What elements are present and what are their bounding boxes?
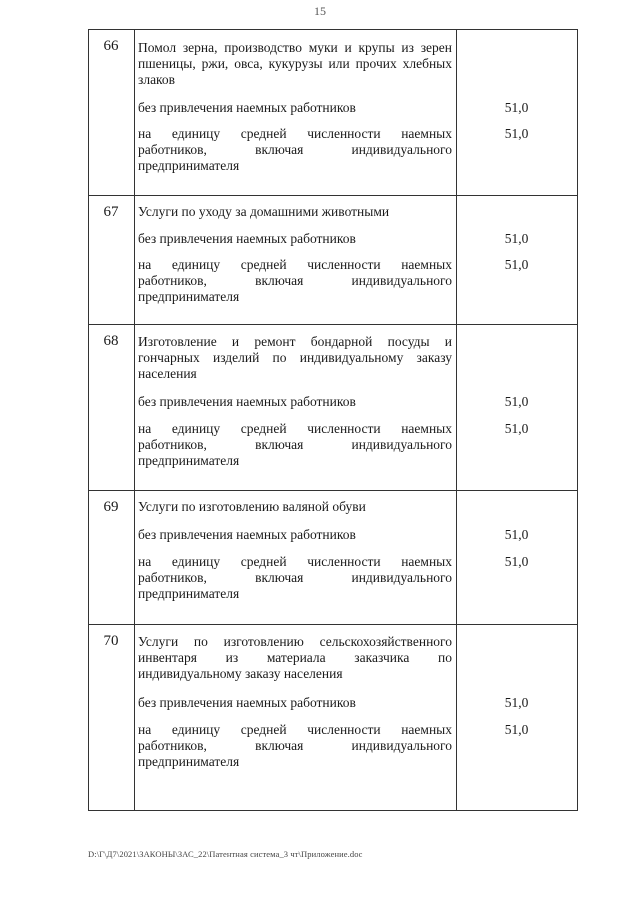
table-row-70 — [89, 625, 577, 809]
value-without-employees: 51,0 — [504, 527, 529, 542]
line-per-employee: на единицу средней численности наемных работников, включая индивидуального предпринимателя — [138, 421, 452, 468]
line-without-employees: без привлечения наемных работников — [138, 527, 356, 542]
value-per-employee: 51,0 — [504, 421, 529, 436]
value-without-employees: 51,0 — [504, 695, 529, 710]
row-number: 70 — [103, 633, 119, 649]
row-number: 67 — [103, 204, 119, 220]
line-per-employee: на единицу средней численности наемных работников, включая индивидуального предпринимателя — [138, 126, 452, 173]
tariff-table — [88, 29, 578, 811]
row-number: 68 — [103, 333, 119, 349]
row-number: 66 — [103, 38, 119, 54]
table-row-68 — [89, 325, 577, 490]
line-per-employee: на единицу средней численности наемных работников, включая индивидуального предпринимателя — [138, 554, 452, 601]
line-without-employees: без привлечения наемных работников — [138, 695, 356, 710]
line-without-employees: без привлечения наемных работников — [138, 394, 356, 409]
value-per-employee: 51,0 — [504, 554, 529, 569]
line-without-employees: без привлечения наемных работников — [138, 100, 356, 115]
footer-file-path: D:\Г\Д7\2021\ЗАКОНЫ\ЗАС_22\Патентная система_3 чт\Приложение.doc — [88, 849, 363, 859]
line-per-employee: на единицу средней численности наемных работников, включая индивидуального предпринимателя — [138, 257, 452, 304]
activity-title: Услуги по изготовлению валяной обуви — [138, 499, 366, 514]
activity-title: Изготовление и ремонт бондарной посуды и гончарных изделий по индивидуальному заказу населения — [138, 334, 452, 381]
activity-title: Услуги по изготовлению сельскохозяйственного инвентаря из материала заказчика по индивидуальному заказу населения — [138, 634, 452, 681]
value-per-employee: 51,0 — [504, 257, 529, 272]
value-per-employee: 51,0 — [504, 722, 529, 737]
activity-title: Помол зерна, производство муки и крупы из зерен пшеницы, ржи, овса, кукурузы или прочих хлебных злаков — [138, 40, 452, 87]
line-per-employee: на единицу средней численности наемных работников, включая индивидуального предпринимателя — [138, 722, 452, 769]
table-row-67 — [89, 196, 577, 324]
table-row-69 — [89, 491, 577, 624]
activity-title: Услуги по уходу за домашними животными — [138, 204, 390, 219]
value-without-employees: 51,0 — [504, 100, 529, 115]
value-without-employees: 51,0 — [504, 231, 529, 246]
page-number: 15 — [314, 4, 326, 18]
value-per-employee: 51,0 — [504, 126, 529, 141]
line-without-employees: без привлечения наемных работников — [138, 231, 356, 246]
row-number: 69 — [103, 499, 119, 515]
table-row-66 — [89, 30, 577, 195]
value-without-employees: 51,0 — [504, 394, 529, 409]
